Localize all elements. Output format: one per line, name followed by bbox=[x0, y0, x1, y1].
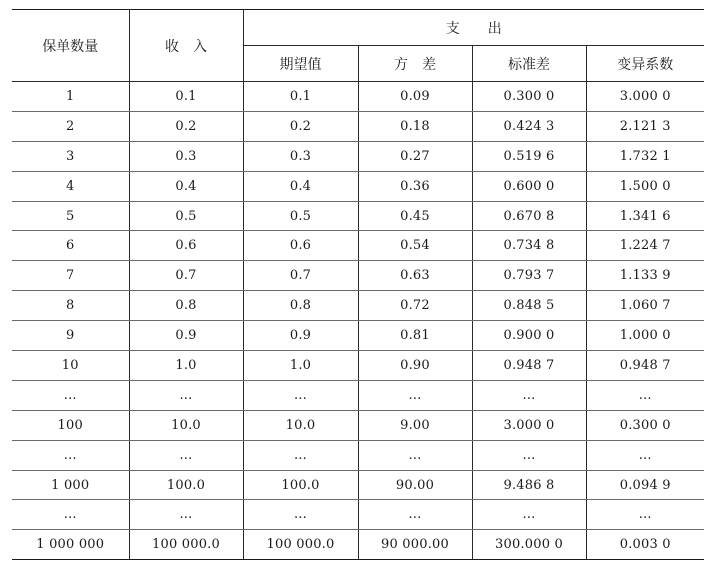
cell-stddev: 3.000 0 bbox=[472, 410, 586, 440]
cell-cv: 1.224 7 bbox=[586, 231, 704, 261]
cell-expected: … bbox=[243, 500, 358, 530]
policy-risk-table bbox=[12, 9, 704, 560]
table-row bbox=[12, 470, 704, 500]
cell-income: 1.0 bbox=[129, 351, 243, 381]
cell-expected: 0.9 bbox=[243, 321, 358, 351]
cell-stddev: 0.948 7 bbox=[472, 351, 586, 381]
cell-stddev: 0.793 7 bbox=[472, 261, 586, 291]
cell-variance: … bbox=[358, 380, 472, 410]
table-row bbox=[12, 291, 704, 321]
cell-variance: 0.18 bbox=[358, 111, 472, 141]
cell-income: … bbox=[129, 500, 243, 530]
cell-policy-count: 3 bbox=[12, 141, 129, 171]
cell-income: 0.5 bbox=[129, 201, 243, 231]
cell-cv: 2.121 3 bbox=[586, 111, 704, 141]
cell-variance: 90.00 bbox=[358, 470, 472, 500]
cell-income: 0.3 bbox=[129, 141, 243, 171]
cell-cv: 1.060 7 bbox=[586, 291, 704, 321]
cell-variance: 0.09 bbox=[358, 82, 472, 112]
cell-variance: … bbox=[358, 440, 472, 470]
cell-policy-count: … bbox=[12, 380, 129, 410]
header-standard-deviation: 标准差 bbox=[472, 46, 586, 82]
header-income: 收 入 bbox=[129, 10, 243, 82]
cell-variance: 0.90 bbox=[358, 351, 472, 381]
table-row bbox=[12, 171, 704, 201]
table-row bbox=[12, 530, 704, 560]
cell-cv: 3.000 0 bbox=[586, 82, 704, 112]
table-row bbox=[12, 141, 704, 171]
cell-variance: 0.36 bbox=[358, 171, 472, 201]
cell-stddev: 300.000 0 bbox=[472, 530, 586, 560]
cell-variance: 0.81 bbox=[358, 321, 472, 351]
cell-policy-count: … bbox=[12, 440, 129, 470]
cell-income: 0.8 bbox=[129, 291, 243, 321]
cell-income: 0.9 bbox=[129, 321, 243, 351]
cell-income: … bbox=[129, 440, 243, 470]
cell-policy-count: 100 bbox=[12, 410, 129, 440]
cell-stddev: … bbox=[472, 440, 586, 470]
cell-stddev: 0.519 6 bbox=[472, 141, 586, 171]
cell-expected: 1.0 bbox=[243, 351, 358, 381]
risk-table-container bbox=[12, 9, 704, 560]
table-row bbox=[12, 201, 704, 231]
header-expenditure-group: 支 出 bbox=[243, 10, 704, 46]
cell-policy-count: 2 bbox=[12, 111, 129, 141]
cell-cv: 0.003 0 bbox=[586, 530, 704, 560]
cell-stddev: … bbox=[472, 380, 586, 410]
table-row bbox=[12, 380, 704, 410]
cell-policy-count: 1 000 bbox=[12, 470, 129, 500]
cell-stddev: 0.900 0 bbox=[472, 321, 586, 351]
cell-policy-count: … bbox=[12, 500, 129, 530]
cell-cv: 1.732 1 bbox=[586, 141, 704, 171]
cell-variance: 0.72 bbox=[358, 291, 472, 321]
cell-stddev: 0.300 0 bbox=[472, 82, 586, 112]
table-row bbox=[12, 261, 704, 291]
cell-cv: 1.000 0 bbox=[586, 321, 704, 351]
cell-income: 0.6 bbox=[129, 231, 243, 261]
table-row bbox=[12, 321, 704, 351]
cell-income: 0.2 bbox=[129, 111, 243, 141]
header-coefficient-of-variation: 变异系数 bbox=[586, 46, 704, 82]
cell-stddev: 0.424 3 bbox=[472, 111, 586, 141]
header-expected-value: 期望值 bbox=[243, 46, 358, 82]
cell-stddev: 9.486 8 bbox=[472, 470, 586, 500]
cell-policy-count: 9 bbox=[12, 321, 129, 351]
table-row bbox=[12, 500, 704, 530]
cell-income: 10.0 bbox=[129, 410, 243, 440]
cell-variance: 0.27 bbox=[358, 141, 472, 171]
header-variance: 方 差 bbox=[358, 46, 472, 82]
cell-expected: 0.3 bbox=[243, 141, 358, 171]
cell-expected: 100.0 bbox=[243, 470, 358, 500]
cell-variance: … bbox=[358, 500, 472, 530]
cell-policy-count: 6 bbox=[12, 231, 129, 261]
cell-policy-count: 1 bbox=[12, 82, 129, 112]
table-body bbox=[12, 82, 704, 560]
cell-stddev: 0.600 0 bbox=[472, 171, 586, 201]
cell-expected: 0.5 bbox=[243, 201, 358, 231]
table-header bbox=[12, 10, 704, 82]
cell-cv: 0.948 7 bbox=[586, 351, 704, 381]
cell-policy-count: 7 bbox=[12, 261, 129, 291]
table-row bbox=[12, 351, 704, 381]
cell-income: 0.7 bbox=[129, 261, 243, 291]
cell-policy-count: 10 bbox=[12, 351, 129, 381]
cell-expected: 0.8 bbox=[243, 291, 358, 321]
cell-variance: 9.00 bbox=[358, 410, 472, 440]
cell-expected: 10.0 bbox=[243, 410, 358, 440]
cell-cv: 0.300 0 bbox=[586, 410, 704, 440]
cell-variance: 0.54 bbox=[358, 231, 472, 261]
cell-expected: … bbox=[243, 440, 358, 470]
cell-policy-count: 4 bbox=[12, 171, 129, 201]
cell-stddev: … bbox=[472, 500, 586, 530]
cell-income: … bbox=[129, 380, 243, 410]
cell-income: 0.1 bbox=[129, 82, 243, 112]
table-row bbox=[12, 440, 704, 470]
cell-cv: … bbox=[586, 500, 704, 530]
cell-cv: … bbox=[586, 440, 704, 470]
cell-income: 100 000.0 bbox=[129, 530, 243, 560]
cell-income: 0.4 bbox=[129, 171, 243, 201]
cell-variance: 90 000.00 bbox=[358, 530, 472, 560]
cell-stddev: 0.848 5 bbox=[472, 291, 586, 321]
cell-variance: 0.63 bbox=[358, 261, 472, 291]
cell-cv: … bbox=[586, 380, 704, 410]
table-row bbox=[12, 231, 704, 261]
cell-policy-count: 8 bbox=[12, 291, 129, 321]
cell-expected: 100 000.0 bbox=[243, 530, 358, 560]
header-policy-count: 保单数量 bbox=[12, 10, 129, 82]
cell-stddev: 0.734 8 bbox=[472, 231, 586, 261]
cell-cv: 1.500 0 bbox=[586, 171, 704, 201]
cell-expected: 0.4 bbox=[243, 171, 358, 201]
cell-policy-count: 1 000 000 bbox=[12, 530, 129, 560]
cell-income: 100.0 bbox=[129, 470, 243, 500]
cell-cv: 1.133 9 bbox=[586, 261, 704, 291]
cell-policy-count: 5 bbox=[12, 201, 129, 231]
table-row bbox=[12, 111, 704, 141]
cell-stddev: 0.670 8 bbox=[472, 201, 586, 231]
cell-expected: … bbox=[243, 380, 358, 410]
table-row bbox=[12, 82, 704, 112]
cell-variance: 0.45 bbox=[358, 201, 472, 231]
cell-expected: 0.6 bbox=[243, 231, 358, 261]
cell-expected: 0.7 bbox=[243, 261, 358, 291]
cell-expected: 0.2 bbox=[243, 111, 358, 141]
cell-cv: 1.341 6 bbox=[586, 201, 704, 231]
cell-expected: 0.1 bbox=[243, 82, 358, 112]
cell-cv: 0.094 9 bbox=[586, 470, 704, 500]
table-row bbox=[12, 410, 704, 440]
